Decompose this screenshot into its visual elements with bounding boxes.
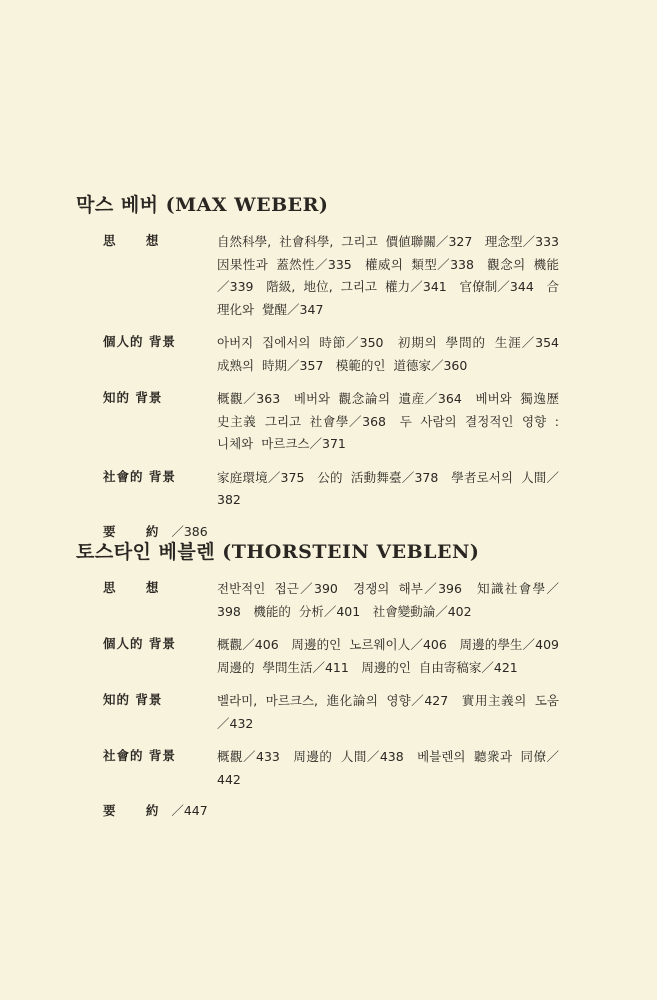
section-title: 토스타인 베블렌 (THORSTEIN VEBLEN) [76,541,480,563]
row-label: 知的 背景 [103,692,163,707]
toc-row-personal [76,634,576,679]
summary-label: 要 約 [103,803,172,818]
row-label: 個人的 背景 [103,636,176,651]
toc-row-personal [76,332,576,377]
toc-row-intellectual [76,690,576,735]
row-entries: 아버지 집에서의 時節／350 初期의 學問的 生涯／354 成熟의 時期／357 模範的인 道德家／360 [217,335,572,373]
row-entries: 概觀／363 베버와 觀念論의 遺産／364 베버와 獨逸歷史主義 그리고 社會學／368 두 사람의 결정적인 영향 : 니체와 마르크스／371 [217,391,559,451]
toc-row-social [76,746,576,791]
toc-row-thought [76,231,576,321]
summary-label: 要 約 [103,523,172,539]
section-title: 막스 베버 (MAX WEBER) [76,194,329,216]
summary-page: ／447 [171,803,208,818]
row-entries: 自然科學, 社會科學, 그리고 價値聯關／327 理念型／333 因果性과 蓋然性／335 權威의 類型／338 觀念의 機能／339 階級, 地位, 그리고 權力／341 官僚制／344 合理化와 覺醒／347 [217,234,572,317]
section-veblen [76,537,576,819]
toc-row-summary [103,801,603,819]
row-entries: 概觀／433 周邊的 人間／438 베블렌의 聽衆과 同僚／442 [217,749,559,787]
row-label: 個人的 背景 [103,334,176,349]
row-label: 思 想 [103,580,172,595]
summary-page: ／386 [171,523,208,539]
row-entries: 벨라미, 마르크스, 進化論의 영향／427 實用主義의 도움／432 [217,693,559,731]
row-entries: 概觀／406 周邊的인 노르웨이人／406 周邊的學生／409 周邊的 學問生活／411 周邊的인 自由寄稿家／421 [217,637,572,675]
toc-row-intellectual [76,388,576,456]
toc-row-social [76,467,576,512]
toc-row-thought [76,578,576,623]
row-label: 思 想 [103,233,172,248]
row-label: 知的 背景 [103,390,163,405]
row-entries: 家庭環境／375 公的 活動舞臺／378 學者로서의 人間／382 [217,469,559,507]
row-label: 社會的 背景 [103,468,176,484]
row-entries: 전반적인 접근／390 경쟁의 해부／396 知識社會學／398 機能的 分析／401 社會變動論／402 [217,581,559,619]
row-label: 社會的 背景 [103,748,176,763]
section-weber [76,190,576,540]
